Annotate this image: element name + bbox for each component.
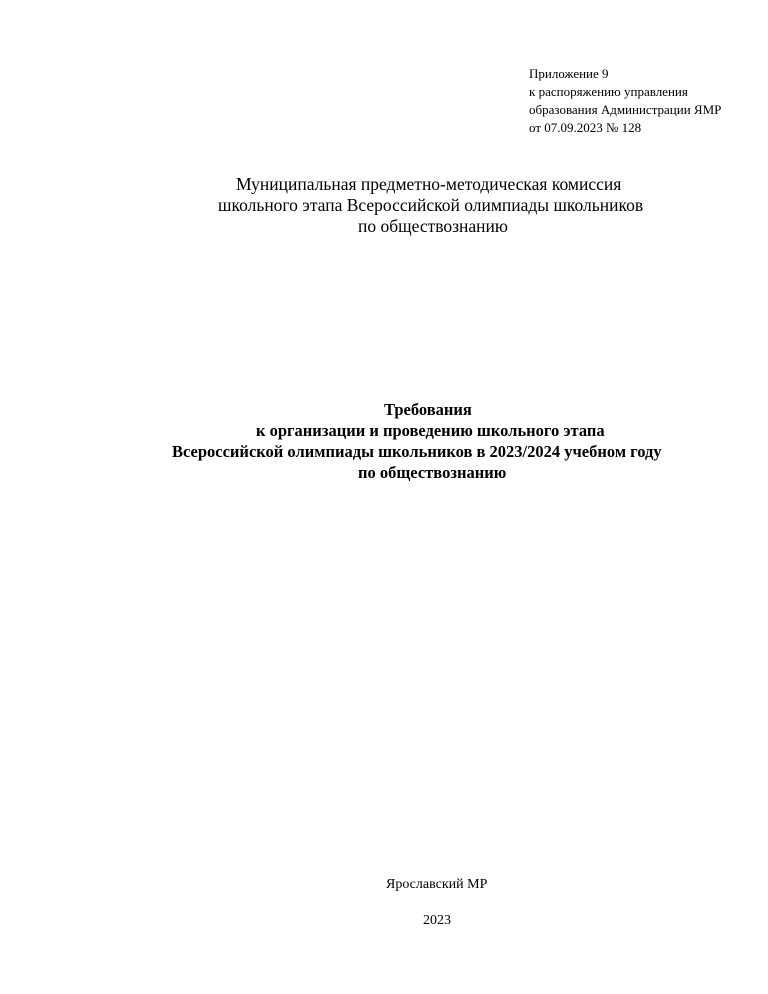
- appendix-number: Приложение 9: [529, 66, 609, 81]
- title-heading: Требования: [384, 400, 472, 419]
- title-line-4: по обществознанию: [358, 463, 507, 482]
- commission-line-3: по обществознанию: [358, 216, 508, 236]
- appendix-date: от 07.09.2023 № 128: [529, 120, 642, 135]
- appendix-note: [529, 65, 759, 137]
- appendix-order-ref: к распоряжению управления: [529, 84, 688, 99]
- commission-line-1: Муниципальная предметно-методическая комиссия: [236, 174, 622, 194]
- commission-line-2: школьного этапа Всероссийской олимпиады школьников: [218, 195, 644, 215]
- footer-year: 2023: [423, 913, 451, 928]
- title-line-3: Всероссийской олимпиады школьников в 2023/2024 учебном году: [172, 442, 662, 461]
- appendix-authority: образования Администрации ЯМР: [529, 102, 722, 117]
- footer-place: Ярославский МР: [386, 877, 488, 892]
- title-line-2: к организации и проведению школьного этапа: [256, 421, 605, 440]
